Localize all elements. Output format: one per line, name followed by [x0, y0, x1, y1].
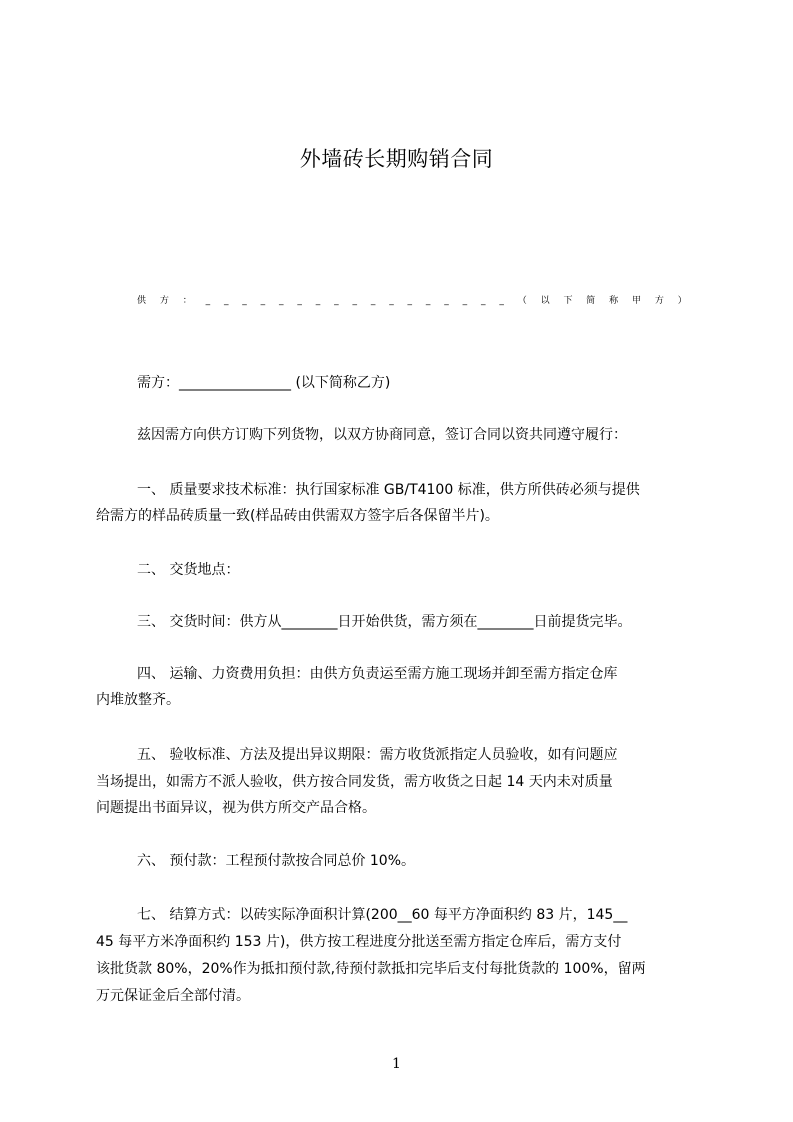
intro-paragraph: 兹因需方向供方订购下列货物，以双方协商同意，签订合同以资共同遵守履行：: [137, 427, 627, 443]
clause-1-line-1: 一、 质量要求技术标准：执行国家标准 GB/T4100 标准，供方所供砖必须与提供: [137, 482, 640, 498]
clause-5-line-2: 当场提出，如需方不派人验收，供方按合同发货，需方收货之日起 14 天内未对质量: [96, 774, 613, 790]
clause-1-line-2: 给需方的样品砖质量一致(样品砖由供需双方签字后各保留半片)。: [96, 508, 499, 524]
clause-4-line-1: 四、 运输、力资费用负担：由供方负责运至需方施工现场并卸至需方指定仓库: [137, 666, 618, 682]
clause-3-line-1: 三、 交货时间：供方从________日开始供货，需方须在________日前提货完毕。: [137, 614, 632, 630]
supplier-line: 供 方 ： _ _ _ _ _ _ _ _ _ _ _ _ _ _ _ _ _ （ 以 下 简 称 甲 方 ）: [137, 296, 693, 306]
clause-7-line-1: 七、 结算方式：以砖实际净面积计算(200__60 每平方净面积约 83 片，145__: [137, 907, 628, 923]
clause-5-line-3: 问题提出书面异议，视为供方所交产品合格。: [96, 800, 376, 816]
clause-4-line-2: 内堆放整齐。: [96, 692, 180, 708]
clause-6-line-1: 六、 预付款：工程预付款按合同总价 10%。: [137, 853, 416, 869]
clause-7-line-3: 该批货款 80%，20%作为抵扣预付款,待预付款抵扣完毕后支付每批货款的 100%，留两: [96, 961, 646, 977]
clause-7-line-4: 万元保证金后全部付清。: [96, 988, 250, 1004]
clause-7-line-2: 45 每平方米净面积约 153 片)，供方按工程进度分批送至需方指定仓库后，需方支付: [96, 934, 622, 950]
buyer-line: 需方：________________ (以下简称乙方): [137, 375, 391, 391]
clause-5-line-1: 五、 验收标准、方法及提出异议期限：需方收货派指定人员验收，如有问题应: [137, 747, 618, 763]
page-number: 1: [392, 1056, 401, 1072]
document-title: 外墙砖长期购销合同: [299, 147, 494, 171]
clause-2-line-1: 二、 交货地点：: [137, 562, 240, 578]
